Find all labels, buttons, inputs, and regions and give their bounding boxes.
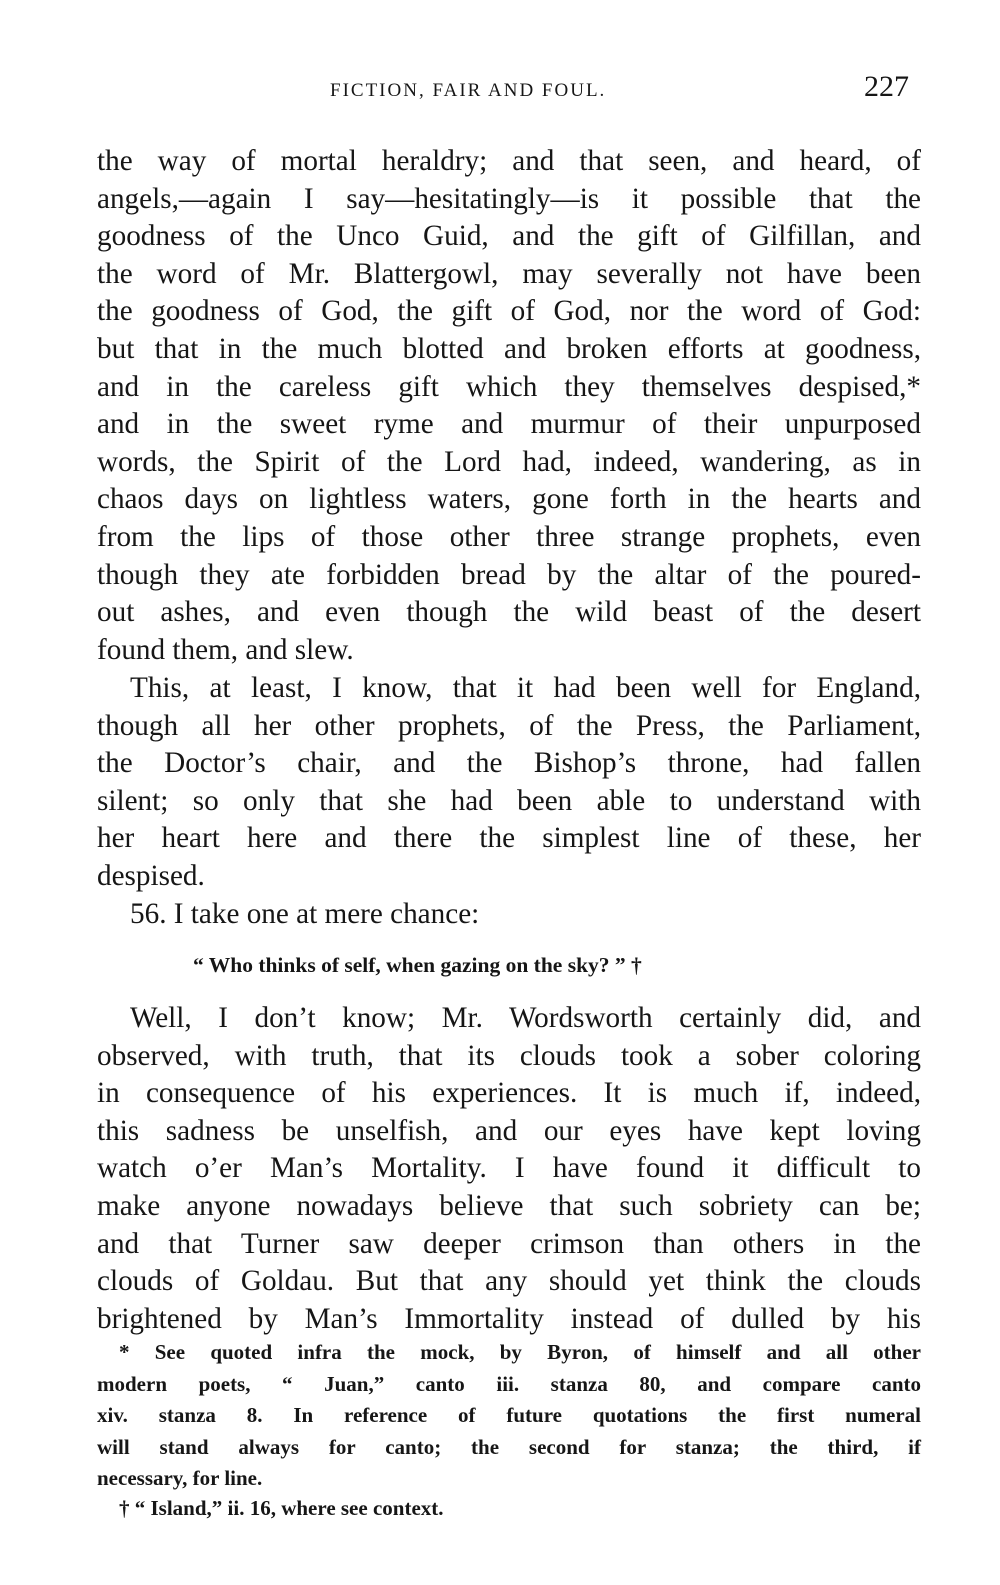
text-line: observed, with truth, that its clouds took a sober coloring [97,1039,921,1072]
text-line: despised. [97,859,205,892]
paragraph-1 [97,143,921,669]
footnote-line: * See quoted infra the mock, by Byron, of himself and all other [119,1340,921,1364]
page-number: 227 [864,70,909,103]
text-line: clouds of Goldau. But that any should yet think the clouds [97,1265,921,1298]
text-line: and in the sweet ryme and murmur of their unpurposed [97,408,921,441]
text-line: goodness of the Unco Guid, and the gift of Gilfillan, and [97,220,921,253]
paragraph-3 [97,896,921,934]
text-line: though all her other prophets, of the Press, the Parliament, [97,709,921,742]
footnote-line: xiv. stanza 8. In reference of future quotations the first numeral [97,1403,921,1428]
text-line: the Doctor’s chair, and the Bishop’s throne, had fallen [97,747,921,780]
text-line: in consequence of his experiences. It is much if, indeed, [97,1077,921,1110]
footnote-line: will stand always for canto; the second for stanza; the third, if [97,1434,921,1459]
text-line: angels,—again I say—hesitatingly—is it possible that the [97,182,921,215]
text-line: found them, and slew. [97,633,354,666]
text-line: brightened by Man’s Immortality instead of dulled by his [97,1302,921,1335]
text-line: the word of Mr. Blattergowl, may severally not have been [97,257,921,290]
text-line: this sadness be unselfish, and our eyes have kept loving [97,1114,921,1147]
text-line: and that Turner saw deeper crimson than others in the [97,1227,921,1260]
footnote-line: modern poets, “ Juan,” canto iii. stanza 80, and compare canto [97,1371,921,1396]
text-line: silent; so only that she had been able to understand with [97,784,921,817]
text-line: watch o’er Man’s Mortality. I have found it difficult to [97,1152,921,1185]
text-line: 56. I take one at mere chance: [130,898,480,930]
text-line: but that in the much blotted and broken efforts at goodness, [97,332,921,365]
text-line: her heart here and there the simplest line of these, her [97,822,921,855]
text-line: This, at least, I know, that it had been well for England, [130,672,921,704]
text-line: and in the careless gift which they themselves despised,* [97,370,921,403]
text-line: though they ate forbidden bread by the altar of the poured- [97,558,921,591]
text-line: out ashes, and even though the wild beast of the desert [97,596,921,629]
text-line: words, the Spirit of the Lord had, indeed, wandering, as in [97,445,921,478]
running-head: FICTION, FAIR AND FOUL. [330,80,607,101]
footnote-dagger: † “ Island,” ii. 16, where see context. [119,1496,444,1520]
text-line: Well, I don’t know; Mr. Wordsworth certainly did, and [130,1002,921,1034]
text-line: make anyone nowadays believe that such sobriety can be; [97,1189,921,1222]
paragraph-4 [97,1000,921,1338]
quotation: “ Who thinks of self, when gazing on the sky? ” † [193,953,642,977]
text-line: the way of mortal heraldry; and that seen, and heard, of [97,145,921,177]
text-line: from the lips of those other three strange prophets, even [97,520,921,553]
footnote-line: necessary, for line. [97,1466,263,1491]
footnote-asterisk [97,1337,921,1495]
text-line: the goodness of God, the gift of God, nor the word of God: [97,295,921,328]
paragraph-2 [97,670,921,896]
text-line: chaos days on lightless waters, gone forth in the hearts and [97,483,921,516]
